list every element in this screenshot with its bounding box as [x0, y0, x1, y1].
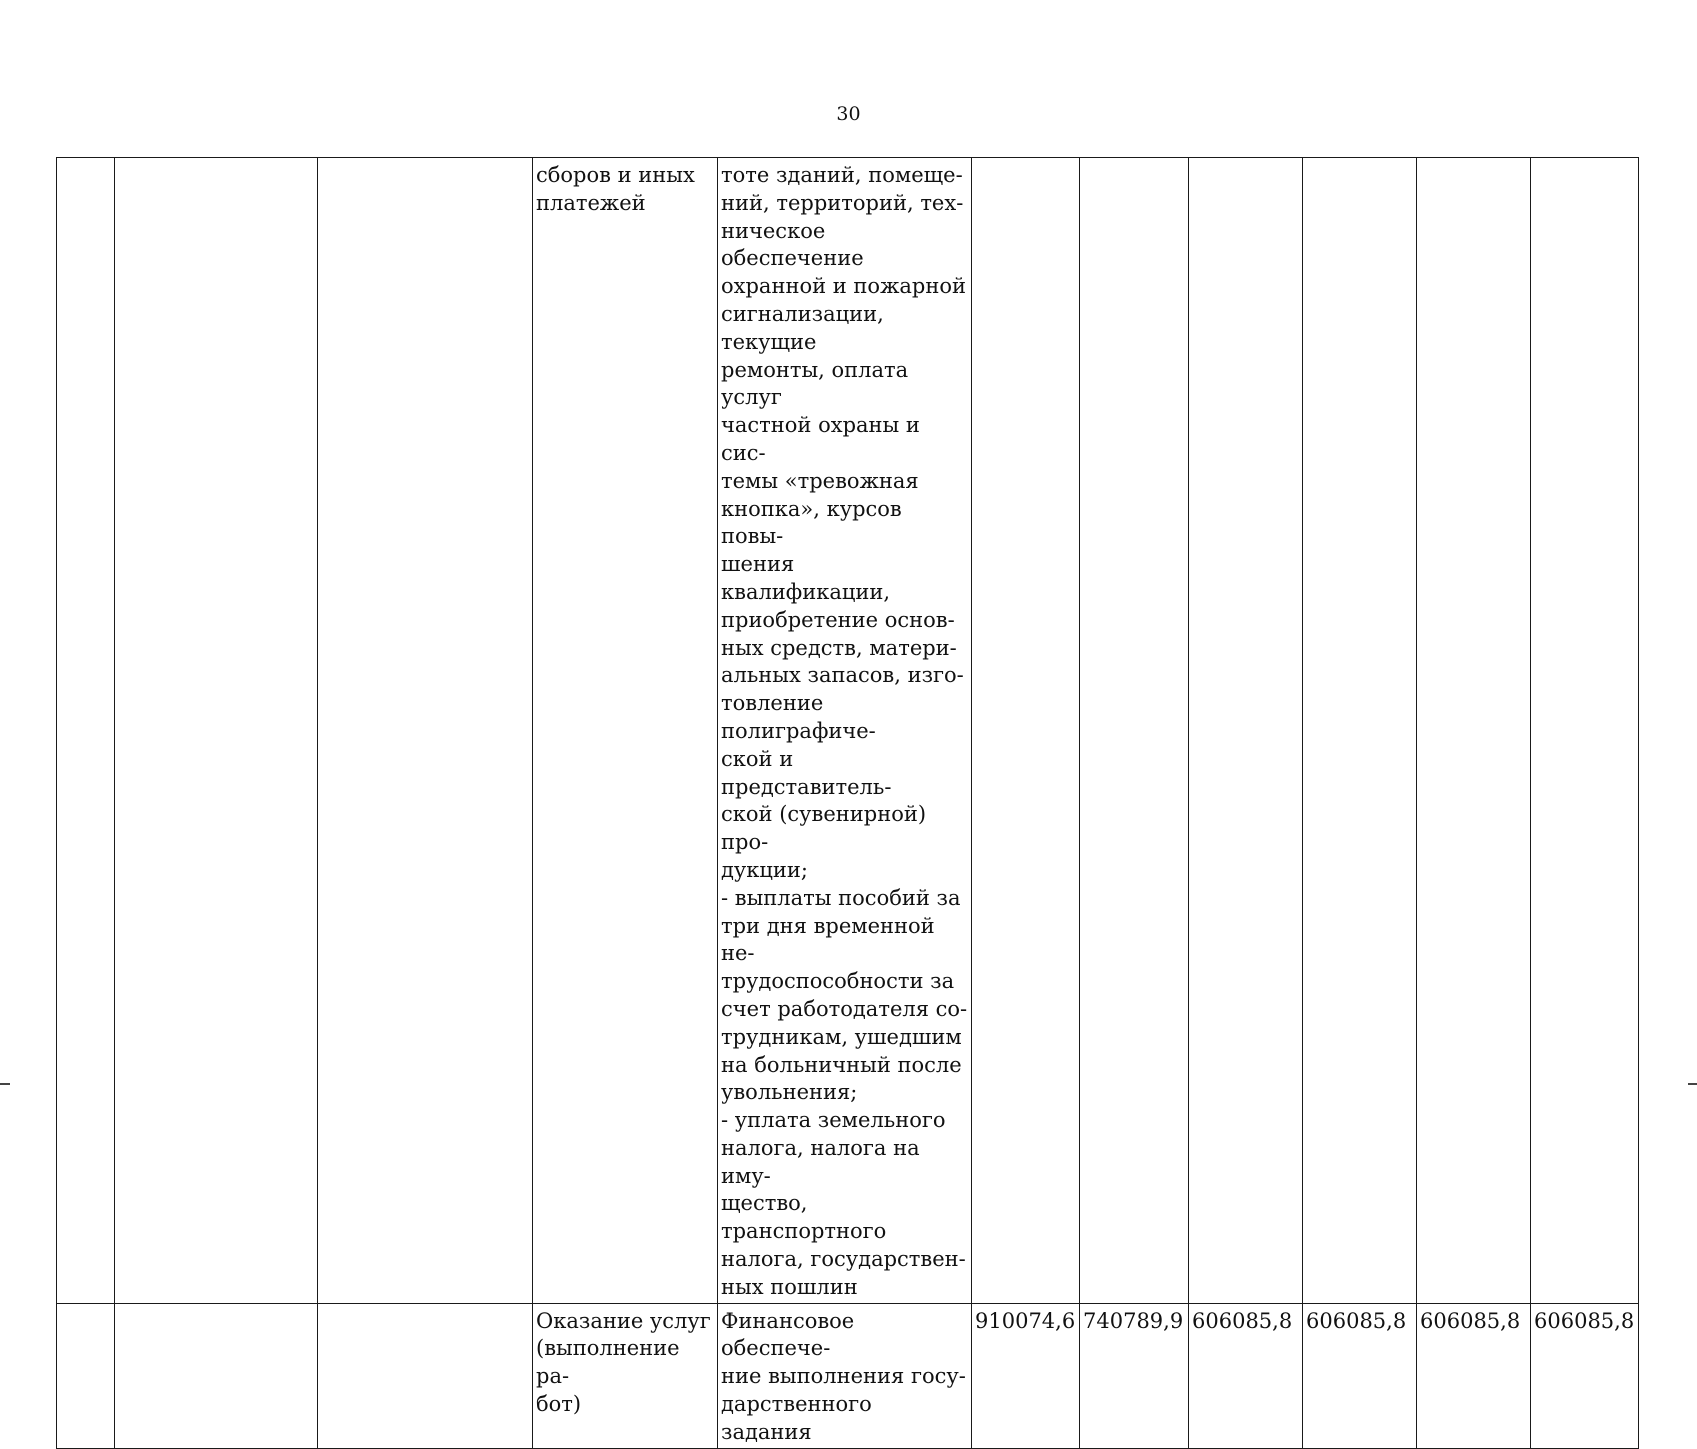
cell-col2	[115, 1303, 318, 1448]
cell-activity-type: Оказание услуг (выполнение ра- бот)	[533, 1303, 718, 1448]
cell-activity-type: сборов и иных платежей	[533, 158, 718, 1304]
cell-value-2: 740789,9	[1080, 1303, 1189, 1448]
cell-value-4	[1303, 158, 1417, 1304]
cell-value-3	[1189, 158, 1303, 1304]
cell-value-5: 606085,8	[1417, 1303, 1531, 1448]
scan-mark-right	[1688, 1083, 1697, 1085]
cell-value-4: 606085,8	[1303, 1303, 1417, 1448]
cell-value-6	[1531, 158, 1639, 1304]
cell-col2	[115, 158, 318, 1304]
scan-mark-left	[0, 1083, 10, 1085]
cell-expense-description: тоте зданий, помеще- ний, территорий, тех- ническое обеспечение охранной и пожарной сигнализации, текущие ремонты, оплата услуг частной охраны и сис- темы «тревожная кнопка», курсов повы- шения квалификации, приобретение основ- ных средств, матери- альных запасов, изго- товление полиграфиче- ской и представитель- ской (сувенирной) про- дукции; - выплаты пособий за три дня временной не- трудоспособности за счет работодателя со- трудникам, ушедшим на больничный после увольнения; - уплата земельного налога, налога на иму- щество, транспортного налога, государствен- ных пошлин	[718, 158, 972, 1304]
table-row	[57, 158, 1639, 1304]
cell-col3	[318, 1303, 533, 1448]
cell-col1	[57, 158, 115, 1304]
cell-value-6: 606085,8	[1531, 1303, 1639, 1448]
cell-col1	[57, 1303, 115, 1448]
cell-value-3: 606085,8	[1189, 1303, 1303, 1448]
cell-value-5	[1417, 158, 1531, 1304]
budget-table	[56, 157, 1639, 1449]
page-number: 30	[836, 103, 861, 125]
cell-value-1	[972, 158, 1080, 1304]
cell-expense-description: Финансовое обеспече- ние выполнения госу- дарственного задания	[718, 1303, 972, 1448]
cell-col3	[318, 158, 533, 1304]
cell-value-1: 910074,6	[972, 1303, 1080, 1448]
cell-value-2	[1080, 158, 1189, 1304]
table-row	[57, 1303, 1639, 1448]
